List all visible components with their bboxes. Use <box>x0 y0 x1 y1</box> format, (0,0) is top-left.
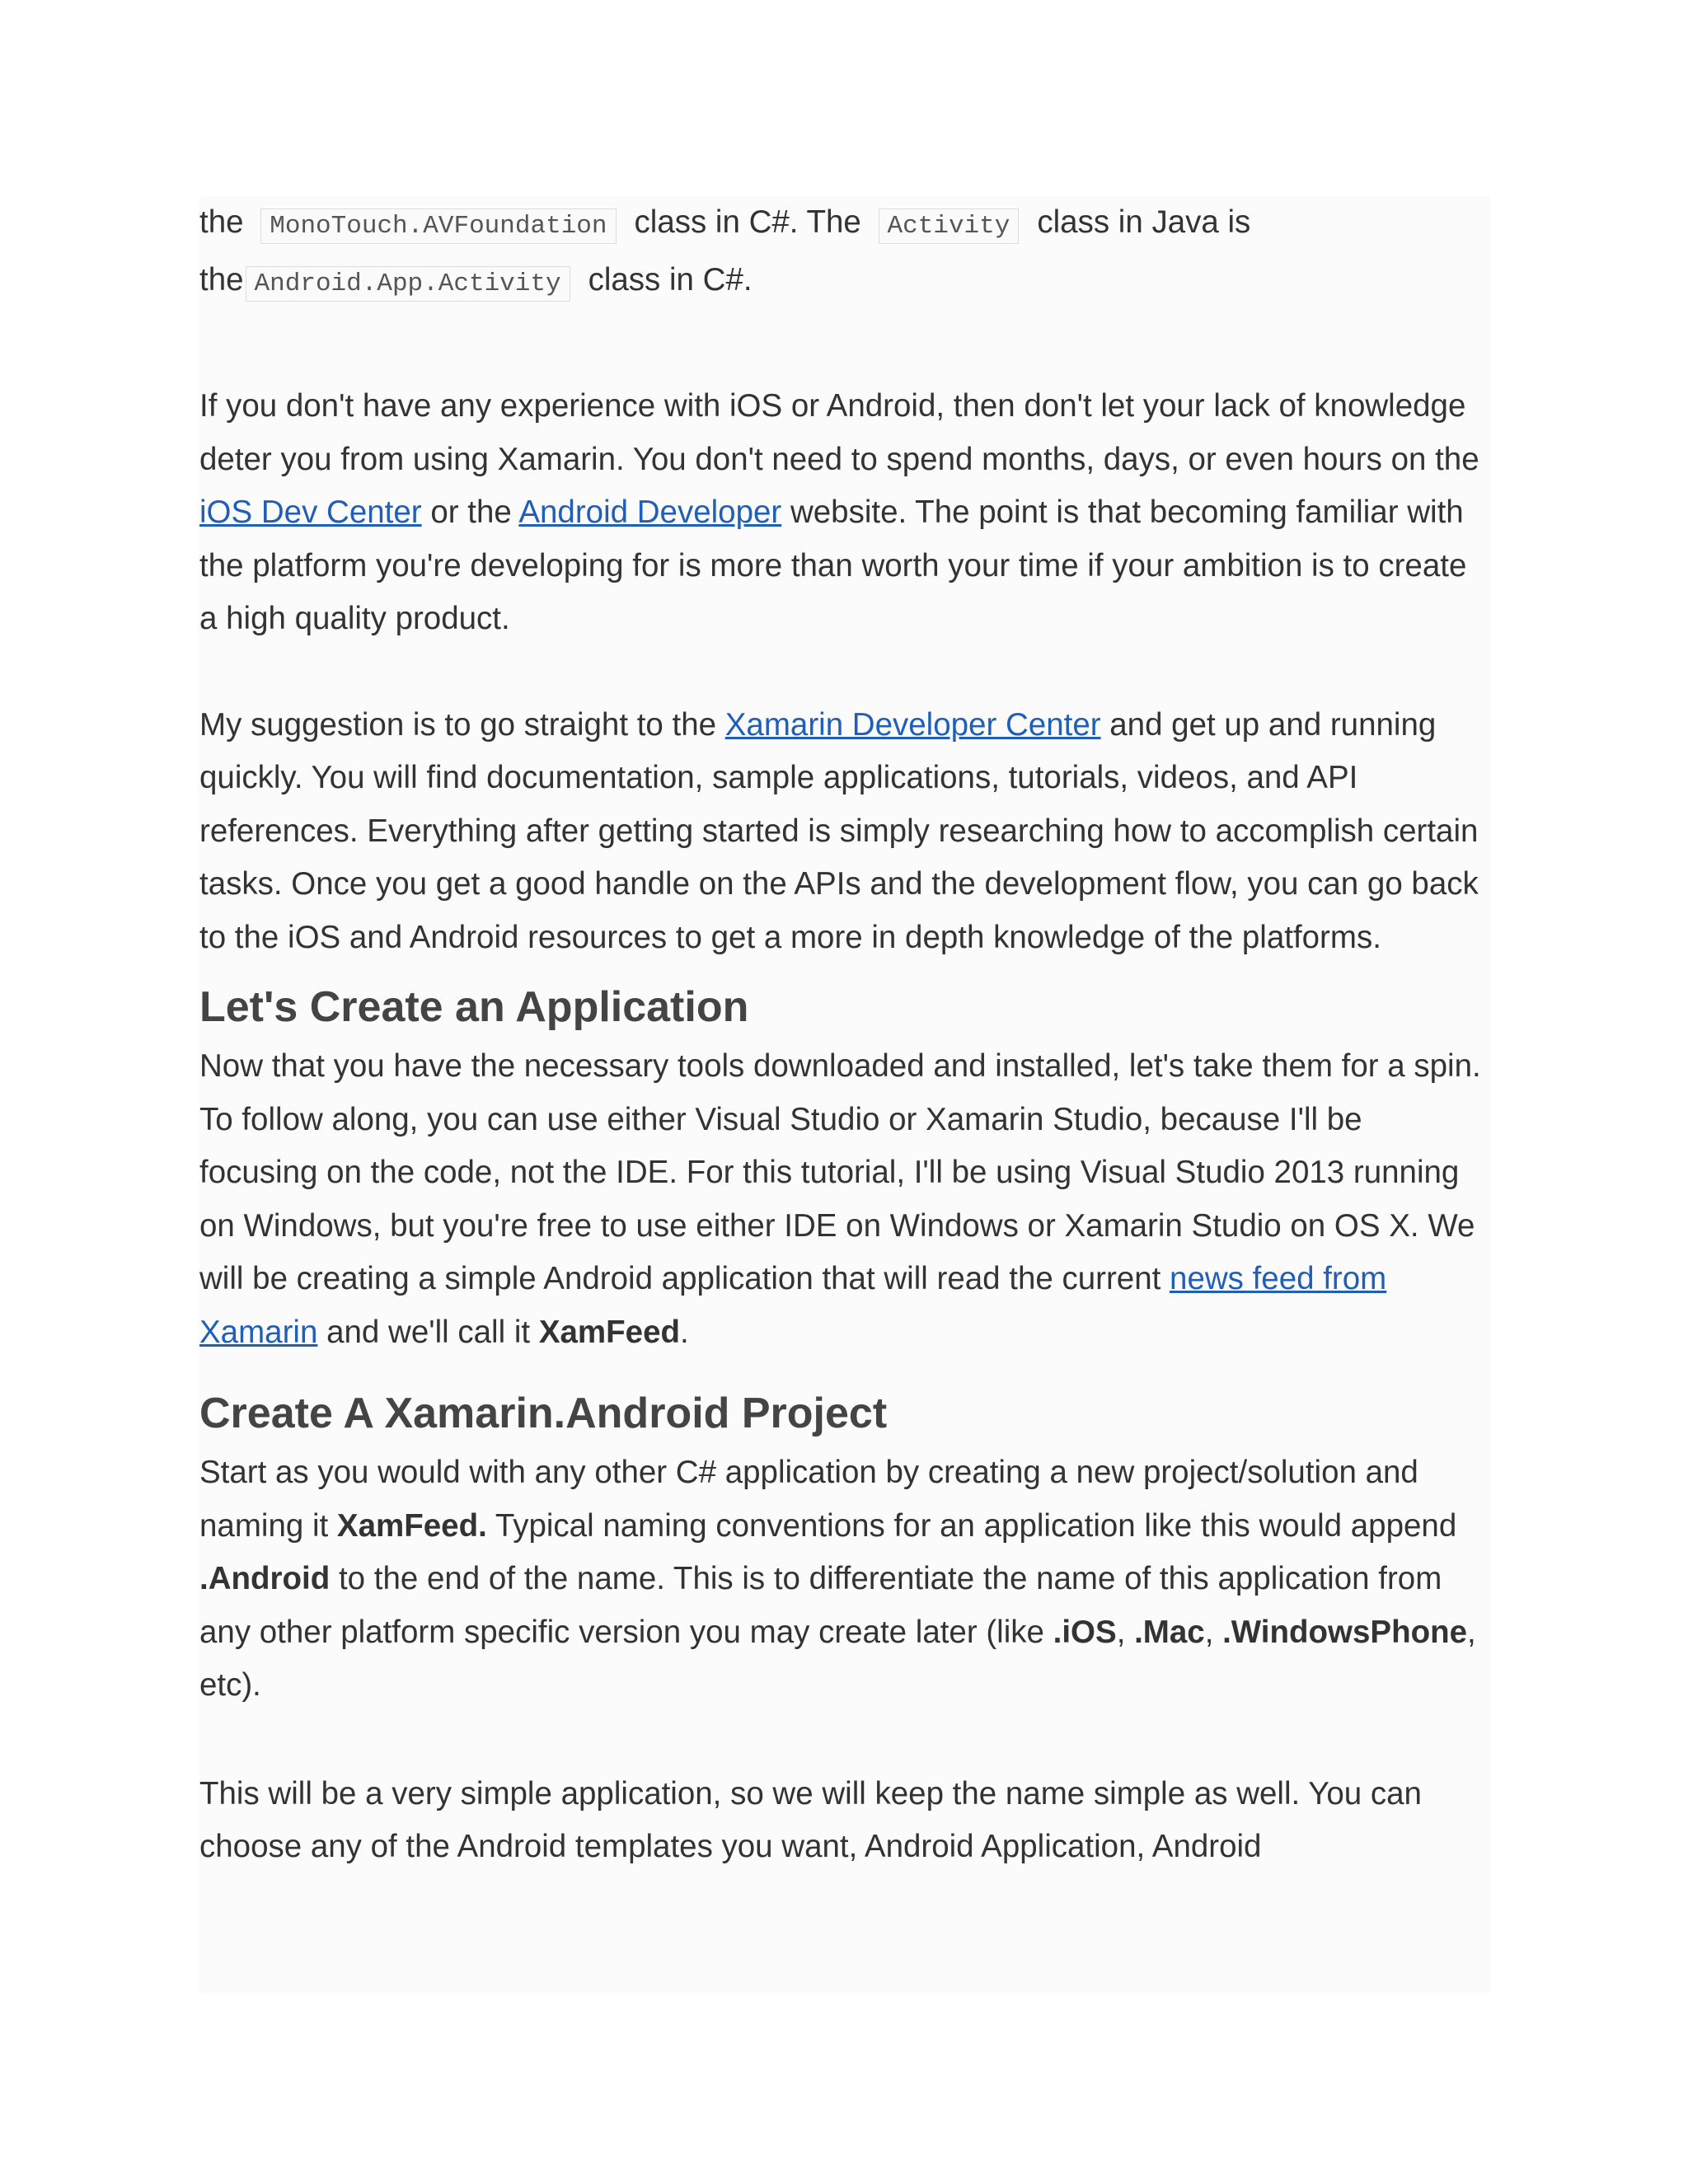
android-suffix-bold: .Android <box>199 1561 331 1596</box>
intro-text: the <box>199 261 244 298</box>
xamfeed-bold: XamFeed <box>538 1314 680 1350</box>
intro-text: class in C#. <box>588 261 753 298</box>
paragraph-text: , <box>1204 1614 1214 1650</box>
create-project-paragraph <box>199 1446 1485 1713</box>
paragraph-text: My suggestion is to go straight to the <box>199 706 717 743</box>
windowsphone-suffix-bold: .WindowsPhone <box>1222 1614 1468 1650</box>
paragraph-text: Start as you would with any other C# application by creating a new project/solution and naming it <box>199 1455 1418 1544</box>
ios-suffix-bold: .iOS <box>1053 1614 1117 1650</box>
intro-text: class in Java is <box>1037 204 1251 240</box>
paragraph-text: Now that you have the necessary tools downloaded and installed, let's take them for a spin. To follow along, you can use either Visual Studio or Xamarin Studio, because I'll be focusing on the code, not the IDE. For this tutorial, I'll be using Visual Studio 2013 running on Windows, but you're free to use either IDE on Windows or Xamarin Studio on OS X. We will be creating a simple Android application that will read the current <box>199 1048 1481 1296</box>
mac-suffix-bold: .Mac <box>1134 1614 1205 1650</box>
heading-create-application: Let's Create an Application <box>199 983 749 1031</box>
suggestion-paragraph <box>199 699 1485 965</box>
simple-application-paragraph <box>199 1768 1485 1874</box>
experience-paragraph <box>199 380 1485 646</box>
xamarin-developer-center-link[interactable]: Xamarin Developer Center <box>724 706 1101 743</box>
paragraph-text: or the <box>430 494 512 530</box>
paragraph-text: website. The point is that becoming familiar with the platform you're developing for is more than worth your time if your ambition is to create a high quality product. <box>199 494 1467 636</box>
paragraph-text: to the end of the name. This is to differentiate the name of this application from any other platform specific version you may create later (like <box>199 1561 1442 1650</box>
code-activity: Activity <box>879 209 1020 244</box>
android-developer-link[interactable]: Android Developer <box>518 494 782 530</box>
paragraph-text: , <box>1116 1614 1126 1650</box>
paragraph-text: If you don't have any experience with iOS or Android, then don't let your lack of knowledge deter you from using Xamarin. You don't need to spend months, days, or even hours on the <box>199 388 1479 477</box>
ios-dev-center-link[interactable]: iOS Dev Center <box>199 494 422 530</box>
heading-create-project: Create A Xamarin.Android Project <box>199 1390 888 1437</box>
paragraph-text: and get up and running quickly. You will find documentation, sample applications, tutorials, videos, and API references. Everything after getting started is simply researching how to accomplish certain tasks. Once you get a good handle on the APIs and the development flow, you can go back to the iOS and Android resources to get a more in depth knowledge of the platforms. <box>199 706 1479 955</box>
code-monotouch-avfoundation: MonoTouch.AVFoundation <box>260 209 616 244</box>
document-page <box>199 196 1485 1874</box>
intro-paragraph <box>199 196 1485 311</box>
intro-text: class in C#. The <box>634 204 861 240</box>
xamfeed-name-bold: XamFeed. <box>336 1507 487 1544</box>
news-feed-link[interactable]: news feed from Xamarin <box>199 1261 1387 1350</box>
create-application-paragraph <box>199 1040 1485 1359</box>
intro-text: the <box>199 204 244 240</box>
paragraph-text: This will be a very simple application, so we will keep the name simple as well. You can choose any of the Android templates you want, Android Application, Android <box>199 1775 1422 1864</box>
paragraph-text: Typical naming conventions for an application like this would append <box>495 1507 1457 1544</box>
code-android-app-activity: Android.App.Activity <box>246 266 570 302</box>
paragraph-text: , etc). <box>199 1614 1476 1703</box>
paragraph-text: and we'll call it <box>326 1314 531 1350</box>
paragraph-text: . <box>680 1314 689 1350</box>
